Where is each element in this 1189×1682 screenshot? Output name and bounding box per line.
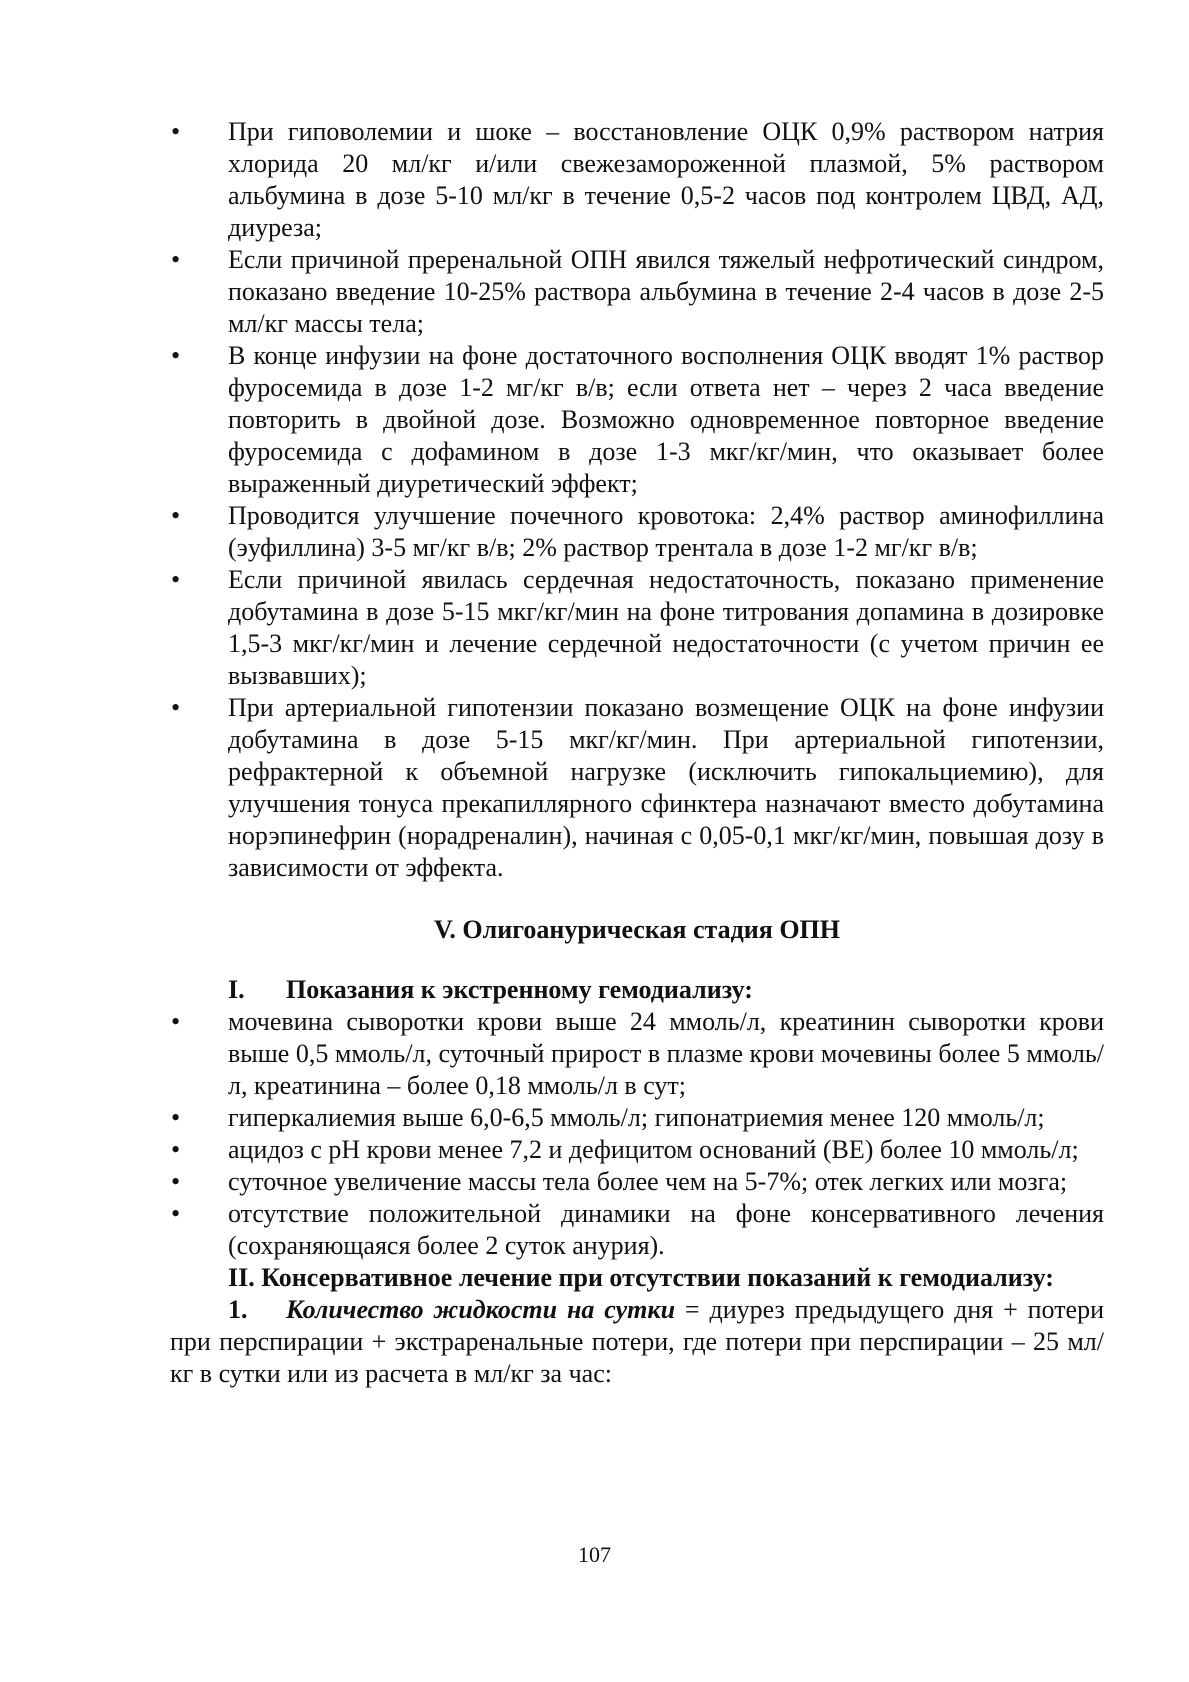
list-item: • суточное увеличение массы тела более чем на 5-7%; отек легких или мозга; xyxy=(170,1166,1104,1198)
item-text: = диурез предыдущего дня + потери при перспирации + экстраренальные потери, где потери при перспирации – 25 мл/кг в сутки или из расчета в мл/кг за час: xyxy=(170,1295,1105,1388)
subsection-heading-indications xyxy=(170,974,1104,1006)
section-title: V. Олигоанурическая стадия ОПН xyxy=(433,915,840,944)
list-item: • Проводится улучшение почечного кровотока: 2,4% раствор аминофиллина (эуфиллина) 3-5 мг/кг в/в; 2% раствор трентала в дозе 1-2 мг/кг в/в; xyxy=(170,500,1104,564)
subsection-number: I. xyxy=(228,975,245,1004)
list-item: • ацидоз с pH крови менее 7,2 и дефицитом оснований (BE) более 10 ммоль/л; xyxy=(170,1134,1104,1166)
subsection-title: Показания к экстренному гемодиализу: xyxy=(286,975,753,1004)
subsection-heading-conservative: II. Консервативное лечение при отсутствии показаний к гемодиализу: xyxy=(228,1263,1054,1292)
list-item: • При гиповолемии и шоке – восстановление ОЦК 0,9% раствором натрия хлорида 20 мл/кг и/или свежезамороженной плазмой, 5% раствором альбумина в дозе 5-10 мл/кг в течение 0,5-2 часов под контролем ЦВД, АД, диуреза; xyxy=(170,116,1104,244)
page-number: 107 xyxy=(578,1542,611,1567)
fluid-volume-paragraph xyxy=(170,1294,1104,1390)
page-content xyxy=(170,116,1104,1390)
list-item: • гиперкалиемия выше 6,0-6,5 ммоль/л; гипонатриемия менее 120 ммоль/л; xyxy=(170,1102,1104,1134)
treatment-bullet-list xyxy=(170,116,1104,884)
list-item: • Если причиной преренальной ОПН явился тяжелый нефротический синдром, показано введение 10-25% раствора альбумина в течение 2-4 часов в дозе 2-5 мл/кг массы тела; xyxy=(170,244,1104,340)
indications-bullet-list xyxy=(170,1006,1104,1262)
item-term: Количество жидкости на сутки xyxy=(286,1295,676,1324)
list-item: • Если причиной явилась сердечная недостаточность, показано применение добутамина в дозе 5-15 мкг/кг/мин на фоне титрования допамина в дозировке 1,5-3 мкг/кг/мин и лечение сердечной недостаточности (с учетом причин ее вызвавших); xyxy=(170,564,1104,692)
list-item: • При артериальной гипотензии показано возмещение ОЦК на фоне инфузии добутамина в дозе 5-15 мкг/кг/мин. При артериальной гипотензии, рефрактерной к объемной нагрузке (исключить гипокальциемию), для улучшения тонуса прекапиллярного сфинктера назначают вместо добутамина норэпинефрин (норадреналин), начиная с 0,05-0,1 мкг/кг/мин, повышая дозу в зависимости от эффекта. xyxy=(170,692,1104,884)
list-item: • мочевина сыворотки крови выше 24 ммоль/л, креатинин сыворотки крови выше 0,5 ммоль/л, суточный прирост в плазме крови мочевины более 5 ммоль/л, креатинина – более 0,18 ммоль/л в сут; xyxy=(170,1006,1104,1102)
list-item: • В конце инфузии на фоне достаточного восполнения ОЦК вводят 1% раствор фуросемида в дозе 1-2 мг/кг в/в; если ответа нет – через 2 часа введение повторить в двойной дозе. Возможно одновременное повторное введение фуросемида с дофамином в дозе 1-3 мкг/кг/мин, что оказывает более выраженный диуретический эффект; xyxy=(170,340,1104,500)
item-number: 1. xyxy=(228,1295,248,1324)
list-item: • отсутствие положительной динамики на фоне консервативного лечения (сохраняющаяся более 2 суток анурия). xyxy=(170,1198,1104,1262)
